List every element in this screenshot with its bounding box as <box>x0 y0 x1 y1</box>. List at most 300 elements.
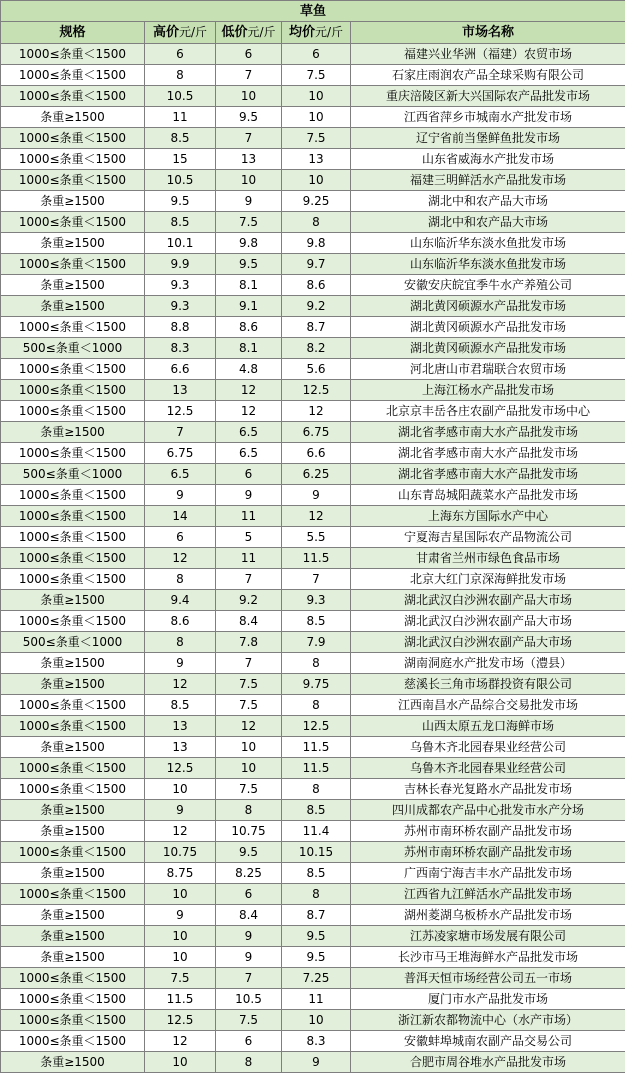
cell-market: 普洱天恒市场经营公司五一市场 <box>351 968 625 989</box>
cell-high: 15 <box>145 149 216 170</box>
cell-avg: 9.2 <box>282 296 351 317</box>
cell-avg: 11.5 <box>282 758 351 779</box>
cell-market: 上海江杨水产品批发市场 <box>351 380 625 401</box>
cell-market: 苏州市南环桥农副产品批发市场 <box>351 821 625 842</box>
table-row <box>1 1052 625 1073</box>
cell-high: 7 <box>145 422 216 443</box>
cell-spec: 500≤条重＜1000 <box>1 464 145 485</box>
table-row <box>1 821 625 842</box>
cell-market: 湖北黄冈硕源水产品批发市场 <box>351 296 625 317</box>
cell-market: 辽宁省前当堡鲜鱼批发市场 <box>351 128 625 149</box>
table-row <box>1 548 625 569</box>
table-row <box>1 968 625 989</box>
header-avg <box>282 22 351 44</box>
cell-avg: 8.2 <box>282 338 351 359</box>
cell-avg: 10 <box>282 107 351 128</box>
cell-low: 8.1 <box>216 275 282 296</box>
cell-spec: 1000≤条重＜1500 <box>1 380 145 401</box>
cell-high: 9.9 <box>145 254 216 275</box>
cell-low: 10.5 <box>216 989 282 1010</box>
cell-market: 甘肃省兰州市绿色食品市场 <box>351 548 625 569</box>
cell-market: 福建兴业华洲（福建）农贸市场 <box>351 44 625 65</box>
cell-spec: 1000≤条重＜1500 <box>1 485 145 506</box>
cell-avg: 9.8 <box>282 233 351 254</box>
cell-avg: 11.5 <box>282 548 351 569</box>
header-high-unit: 元/斤 <box>178 25 208 39</box>
cell-avg: 9.3 <box>282 590 351 611</box>
cell-high: 8.75 <box>145 863 216 884</box>
cell-low: 6.5 <box>216 443 282 464</box>
cell-low: 9 <box>216 926 282 947</box>
cell-market: 湖北省孝感市南大水产品批发市场 <box>351 422 625 443</box>
cell-spec: 1000≤条重＜1500 <box>1 569 145 590</box>
cell-avg: 8.6 <box>282 275 351 296</box>
cell-market: 湖北武汉白沙洲农副产品大市场 <box>351 611 625 632</box>
cell-avg: 8 <box>282 653 351 674</box>
header-high-label: 高价 <box>152 25 179 40</box>
cell-low: 11 <box>216 506 282 527</box>
header-market: 市场名称 <box>351 22 625 44</box>
cell-market: 乌鲁木齐北园春果业经营公司 <box>351 758 625 779</box>
cell-market: 北京京丰岳各庄农副产品批发市场中心 <box>351 401 625 422</box>
cell-avg: 8 <box>282 884 351 905</box>
cell-low: 7 <box>216 65 282 86</box>
table-row <box>1 86 625 107</box>
table-title: 草鱼 <box>1 1 625 22</box>
table-row <box>1 107 625 128</box>
cell-low: 9.5 <box>216 107 282 128</box>
cell-avg: 8.5 <box>282 863 351 884</box>
cell-spec: 条重≥1500 <box>1 590 145 611</box>
table-row <box>1 296 625 317</box>
cell-avg: 8 <box>282 212 351 233</box>
cell-high: 10.1 <box>145 233 216 254</box>
header-low <box>216 22 282 44</box>
cell-market: 山东青岛城阳蔬菜水产品批发市场 <box>351 485 625 506</box>
cell-spec: 1000≤条重＜1500 <box>1 884 145 905</box>
table-row <box>1 65 625 86</box>
cell-market: 安徽蚌埠城南农副产品交易公司 <box>351 1031 625 1052</box>
table-row <box>1 527 625 548</box>
cell-spec: 1000≤条重＜1500 <box>1 317 145 338</box>
cell-low: 8 <box>216 800 282 821</box>
table-row <box>1 653 625 674</box>
table-row <box>1 338 625 359</box>
cell-avg: 6.25 <box>282 464 351 485</box>
table-row <box>1 233 625 254</box>
cell-high: 8.5 <box>145 212 216 233</box>
table-row <box>1 380 625 401</box>
cell-market: 安徽安庆皖宜季牛水产养殖公司 <box>351 275 625 296</box>
cell-spec: 条重≥1500 <box>1 1052 145 1073</box>
cell-market: 湖北中和农产品大市场 <box>351 212 625 233</box>
cell-low: 7.5 <box>216 674 282 695</box>
cell-spec: 条重≥1500 <box>1 905 145 926</box>
table-row <box>1 1031 625 1052</box>
cell-high: 10 <box>145 947 216 968</box>
cell-spec: 1000≤条重＜1500 <box>1 128 145 149</box>
cell-low: 7 <box>216 128 282 149</box>
cell-avg: 11.4 <box>282 821 351 842</box>
cell-high: 6 <box>145 527 216 548</box>
cell-low: 8.4 <box>216 611 282 632</box>
cell-low: 7.5 <box>216 212 282 233</box>
cell-spec: 1000≤条重＜1500 <box>1 170 145 191</box>
cell-low: 9.5 <box>216 842 282 863</box>
cell-low: 6 <box>216 44 282 65</box>
table-row <box>1 842 625 863</box>
cell-avg: 10 <box>282 170 351 191</box>
cell-spec: 条重≥1500 <box>1 674 145 695</box>
cell-avg: 10 <box>282 1010 351 1031</box>
cell-high: 9 <box>145 800 216 821</box>
cell-avg: 9.75 <box>282 674 351 695</box>
cell-market: 吉林长春光复路水产品批发市场 <box>351 779 625 800</box>
cell-high: 12.5 <box>145 401 216 422</box>
cell-avg: 7.25 <box>282 968 351 989</box>
table-row <box>1 1010 625 1031</box>
cell-market: 福建三明鲜活水产品批发市场 <box>351 170 625 191</box>
cell-avg: 5.5 <box>282 527 351 548</box>
table-row <box>1 254 625 275</box>
table-row <box>1 422 625 443</box>
cell-market: 湖北黄冈硕源水产品批发市场 <box>351 317 625 338</box>
cell-spec: 条重≥1500 <box>1 233 145 254</box>
cell-avg: 11.5 <box>282 737 351 758</box>
cell-avg: 9.25 <box>282 191 351 212</box>
cell-spec: 条重≥1500 <box>1 422 145 443</box>
table-row <box>1 611 625 632</box>
cell-market: 湖北武汉白沙洲农副产品大市场 <box>351 590 625 611</box>
cell-spec: 条重≥1500 <box>1 275 145 296</box>
cell-low: 12 <box>216 401 282 422</box>
cell-market: 浙江新农都物流中心（水产市场） <box>351 1010 625 1031</box>
cell-avg: 9.5 <box>282 926 351 947</box>
cell-low: 6.5 <box>216 422 282 443</box>
cell-low: 9.1 <box>216 296 282 317</box>
cell-high: 13 <box>145 716 216 737</box>
cell-spec: 1000≤条重＜1500 <box>1 506 145 527</box>
table-row <box>1 506 625 527</box>
cell-avg: 6.75 <box>282 422 351 443</box>
cell-spec: 条重≥1500 <box>1 947 145 968</box>
cell-low: 9.8 <box>216 233 282 254</box>
cell-high: 12 <box>145 821 216 842</box>
cell-high: 9.3 <box>145 275 216 296</box>
table-row <box>1 128 625 149</box>
table-row <box>1 44 625 65</box>
cell-avg: 8.7 <box>282 905 351 926</box>
cell-avg: 5.6 <box>282 359 351 380</box>
cell-avg: 8.5 <box>282 611 351 632</box>
cell-avg: 8 <box>282 695 351 716</box>
cell-low: 10 <box>216 758 282 779</box>
cell-high: 8.3 <box>145 338 216 359</box>
cell-low: 9 <box>216 191 282 212</box>
table-row <box>1 359 625 380</box>
cell-high: 9.5 <box>145 191 216 212</box>
cell-spec: 1000≤条重＜1500 <box>1 758 145 779</box>
cell-market: 江西省萍乡市城南水产批发市场 <box>351 107 625 128</box>
cell-spec: 1000≤条重＜1500 <box>1 44 145 65</box>
table-row <box>1 863 625 884</box>
cell-spec: 1000≤条重＜1500 <box>1 527 145 548</box>
cell-avg: 9.7 <box>282 254 351 275</box>
cell-market: 江西南昌水产品综合交易批发市场 <box>351 695 625 716</box>
cell-spec: 1000≤条重＜1500 <box>1 716 145 737</box>
cell-high: 11 <box>145 107 216 128</box>
cell-low: 12 <box>216 380 282 401</box>
cell-low: 4.8 <box>216 359 282 380</box>
cell-avg: 12 <box>282 506 351 527</box>
cell-spec: 1000≤条重＜1500 <box>1 695 145 716</box>
cell-market: 四川成都农产品中心批发市水产分场 <box>351 800 625 821</box>
table-row <box>1 758 625 779</box>
cell-market: 湖北省孝感市南大水产品批发市场 <box>351 464 625 485</box>
cell-high: 10 <box>145 1052 216 1073</box>
cell-high: 9.4 <box>145 590 216 611</box>
cell-low: 5 <box>216 527 282 548</box>
cell-spec: 1000≤条重＜1500 <box>1 212 145 233</box>
cell-high: 11.5 <box>145 989 216 1010</box>
cell-avg: 9 <box>282 485 351 506</box>
table-row <box>1 884 625 905</box>
cell-high: 12.5 <box>145 1010 216 1031</box>
cell-low: 7 <box>216 968 282 989</box>
cell-avg: 12.5 <box>282 716 351 737</box>
cell-low: 7.5 <box>216 695 282 716</box>
table-row <box>1 926 625 947</box>
cell-avg: 10 <box>282 86 351 107</box>
table-row <box>1 191 625 212</box>
cell-market: 广西南宁海吉丰水产品批发市场 <box>351 863 625 884</box>
table-row <box>1 464 625 485</box>
cell-market: 苏州市南环桥农副产品批发市场 <box>351 842 625 863</box>
cell-low: 7.8 <box>216 632 282 653</box>
table-row <box>1 149 625 170</box>
cell-low: 8.25 <box>216 863 282 884</box>
cell-market: 山东临沂华东淡水鱼批发市场 <box>351 254 625 275</box>
cell-high: 8.5 <box>145 128 216 149</box>
cell-avg: 9.5 <box>282 947 351 968</box>
header-low-label: 低价 <box>221 25 248 40</box>
cell-high: 7.5 <box>145 968 216 989</box>
cell-spec: 1000≤条重＜1500 <box>1 254 145 275</box>
cell-high: 6.6 <box>145 359 216 380</box>
table-row <box>1 632 625 653</box>
cell-high: 12 <box>145 674 216 695</box>
cell-spec: 1000≤条重＜1500 <box>1 1010 145 1031</box>
table-row <box>1 170 625 191</box>
cell-low: 8.4 <box>216 905 282 926</box>
cell-avg: 8.7 <box>282 317 351 338</box>
cell-low: 7.5 <box>216 1010 282 1031</box>
cell-spec: 1000≤条重＜1500 <box>1 149 145 170</box>
cell-high: 9 <box>145 905 216 926</box>
cell-high: 6 <box>145 44 216 65</box>
table-row <box>1 716 625 737</box>
cell-spec: 条重≥1500 <box>1 863 145 884</box>
cell-market: 江西省九江鲜活水产品批发市场 <box>351 884 625 905</box>
cell-low: 7 <box>216 653 282 674</box>
cell-spec: 1000≤条重＜1500 <box>1 968 145 989</box>
table-row <box>1 443 625 464</box>
header-low-unit: 元/斤 <box>247 25 276 39</box>
cell-market: 上海东方国际水产中心 <box>351 506 625 527</box>
table-row <box>1 779 625 800</box>
cell-low: 9 <box>216 947 282 968</box>
table-row <box>1 674 625 695</box>
title-row <box>1 1 625 22</box>
cell-avg: 11 <box>282 989 351 1010</box>
cell-low: 10 <box>216 737 282 758</box>
cell-market: 湖北黄冈硕源水产品批发市场 <box>351 338 625 359</box>
cell-spec: 条重≥1500 <box>1 191 145 212</box>
cell-market: 湖北省孝感市南大水产品批发市场 <box>351 443 625 464</box>
cell-spec: 1000≤条重＜1500 <box>1 989 145 1010</box>
cell-spec: 1000≤条重＜1500 <box>1 611 145 632</box>
cell-avg: 9 <box>282 1052 351 1073</box>
table-row <box>1 317 625 338</box>
cell-spec: 条重≥1500 <box>1 821 145 842</box>
cell-avg: 10.15 <box>282 842 351 863</box>
cell-high: 10 <box>145 884 216 905</box>
cell-market: 湖北武汉白沙洲农副产品大市场 <box>351 632 625 653</box>
cell-high: 9.3 <box>145 296 216 317</box>
cell-spec: 1000≤条重＜1500 <box>1 86 145 107</box>
cell-spec: 1000≤条重＜1500 <box>1 359 145 380</box>
table-row <box>1 905 625 926</box>
cell-market: 慈溪长三角市场群投资有限公司 <box>351 674 625 695</box>
cell-spec: 1000≤条重＜1500 <box>1 1031 145 1052</box>
cell-avg: 7 <box>282 569 351 590</box>
cell-low: 9.2 <box>216 590 282 611</box>
cell-market: 北京大红门京深海鲜批发市场 <box>351 569 625 590</box>
table-body <box>1 44 625 1073</box>
cell-high: 12 <box>145 1031 216 1052</box>
table-row <box>1 590 625 611</box>
cell-avg: 6 <box>282 44 351 65</box>
cell-high: 6.5 <box>145 464 216 485</box>
cell-avg: 13 <box>282 149 351 170</box>
cell-low: 11 <box>216 548 282 569</box>
cell-high: 10.5 <box>145 170 216 191</box>
cell-spec: 条重≥1500 <box>1 653 145 674</box>
cell-high: 12 <box>145 548 216 569</box>
cell-high: 10 <box>145 926 216 947</box>
header-avg-label: 均价 <box>288 25 315 40</box>
cell-high: 8 <box>145 632 216 653</box>
cell-avg: 7.9 <box>282 632 351 653</box>
cell-high: 9 <box>145 653 216 674</box>
cell-market: 合肥市周谷堆水产品批发市场 <box>351 1052 625 1073</box>
cell-avg: 7.5 <box>282 128 351 149</box>
table-row <box>1 275 625 296</box>
cell-avg: 7.5 <box>282 65 351 86</box>
cell-low: 8.6 <box>216 317 282 338</box>
cell-avg: 8.5 <box>282 800 351 821</box>
header-spec: 规格 <box>1 22 145 44</box>
cell-high: 12.5 <box>145 758 216 779</box>
cell-avg: 12.5 <box>282 380 351 401</box>
cell-low: 13 <box>216 149 282 170</box>
cell-low: 7 <box>216 569 282 590</box>
cell-spec: 条重≥1500 <box>1 800 145 821</box>
cell-spec: 500≤条重＜1000 <box>1 632 145 653</box>
cell-high: 8.8 <box>145 317 216 338</box>
cell-low: 6 <box>216 884 282 905</box>
header-avg-unit: 元/斤 <box>314 25 344 39</box>
table-row <box>1 695 625 716</box>
cell-high: 8 <box>145 65 216 86</box>
cell-market: 山西太原五龙口海鲜市场 <box>351 716 625 737</box>
table-row <box>1 485 625 506</box>
cell-avg: 8.3 <box>282 1031 351 1052</box>
cell-spec: 1000≤条重＜1500 <box>1 779 145 800</box>
cell-high: 8.6 <box>145 611 216 632</box>
cell-market: 湖北中和农产品大市场 <box>351 191 625 212</box>
cell-market: 山东临沂华东淡水鱼批发市场 <box>351 233 625 254</box>
cell-market: 乌鲁木齐北园春果业经营公司 <box>351 737 625 758</box>
cell-high: 13 <box>145 737 216 758</box>
cell-low: 6 <box>216 1031 282 1052</box>
cell-market: 湖州菱湖乌板桥水产品批发市场 <box>351 905 625 926</box>
cell-spec: 条重≥1500 <box>1 926 145 947</box>
cell-low: 9.5 <box>216 254 282 275</box>
cell-low: 9 <box>216 485 282 506</box>
cell-market: 厦门市水产品批发市场 <box>351 989 625 1010</box>
cell-low: 8.1 <box>216 338 282 359</box>
cell-spec: 条重≥1500 <box>1 737 145 758</box>
cell-market: 江苏凌家塘市场发展有限公司 <box>351 926 625 947</box>
cell-low: 12 <box>216 716 282 737</box>
cell-high: 10.75 <box>145 842 216 863</box>
table-row <box>1 212 625 233</box>
cell-low: 8 <box>216 1052 282 1073</box>
cell-spec: 1000≤条重＜1500 <box>1 65 145 86</box>
cell-high: 6.75 <box>145 443 216 464</box>
table-row <box>1 401 625 422</box>
table-row <box>1 569 625 590</box>
cell-high: 13 <box>145 380 216 401</box>
cell-spec: 1000≤条重＜1500 <box>1 443 145 464</box>
cell-market: 宁夏海吉星国际农产品物流公司 <box>351 527 625 548</box>
cell-high: 8 <box>145 569 216 590</box>
cell-market: 山东省威海水产批发市场 <box>351 149 625 170</box>
cell-avg: 12 <box>282 401 351 422</box>
cell-spec: 500≤条重＜1000 <box>1 338 145 359</box>
cell-low: 10 <box>216 170 282 191</box>
cell-low: 10 <box>216 86 282 107</box>
cell-avg: 6.6 <box>282 443 351 464</box>
header-high <box>145 22 216 44</box>
cell-market: 重庆涪陵区新大兴国际农产品批发市场 <box>351 86 625 107</box>
cell-spec: 1000≤条重＜1500 <box>1 842 145 863</box>
cell-spec: 1000≤条重＜1500 <box>1 548 145 569</box>
cell-high: 10 <box>145 779 216 800</box>
cell-market: 石家庄雨润农产品全球采购有限公司 <box>351 65 625 86</box>
cell-low: 10.75 <box>216 821 282 842</box>
cell-spec: 条重≥1500 <box>1 107 145 128</box>
cell-high: 14 <box>145 506 216 527</box>
header-row <box>1 22 625 44</box>
cell-market: 河北唐山市君瑞联合农贸市场 <box>351 359 625 380</box>
cell-spec: 1000≤条重＜1500 <box>1 401 145 422</box>
cell-low: 7.5 <box>216 779 282 800</box>
cell-market: 湖南洞庭水产批发市场（澧县） <box>351 653 625 674</box>
cell-avg: 8 <box>282 779 351 800</box>
cell-spec: 条重≥1500 <box>1 296 145 317</box>
